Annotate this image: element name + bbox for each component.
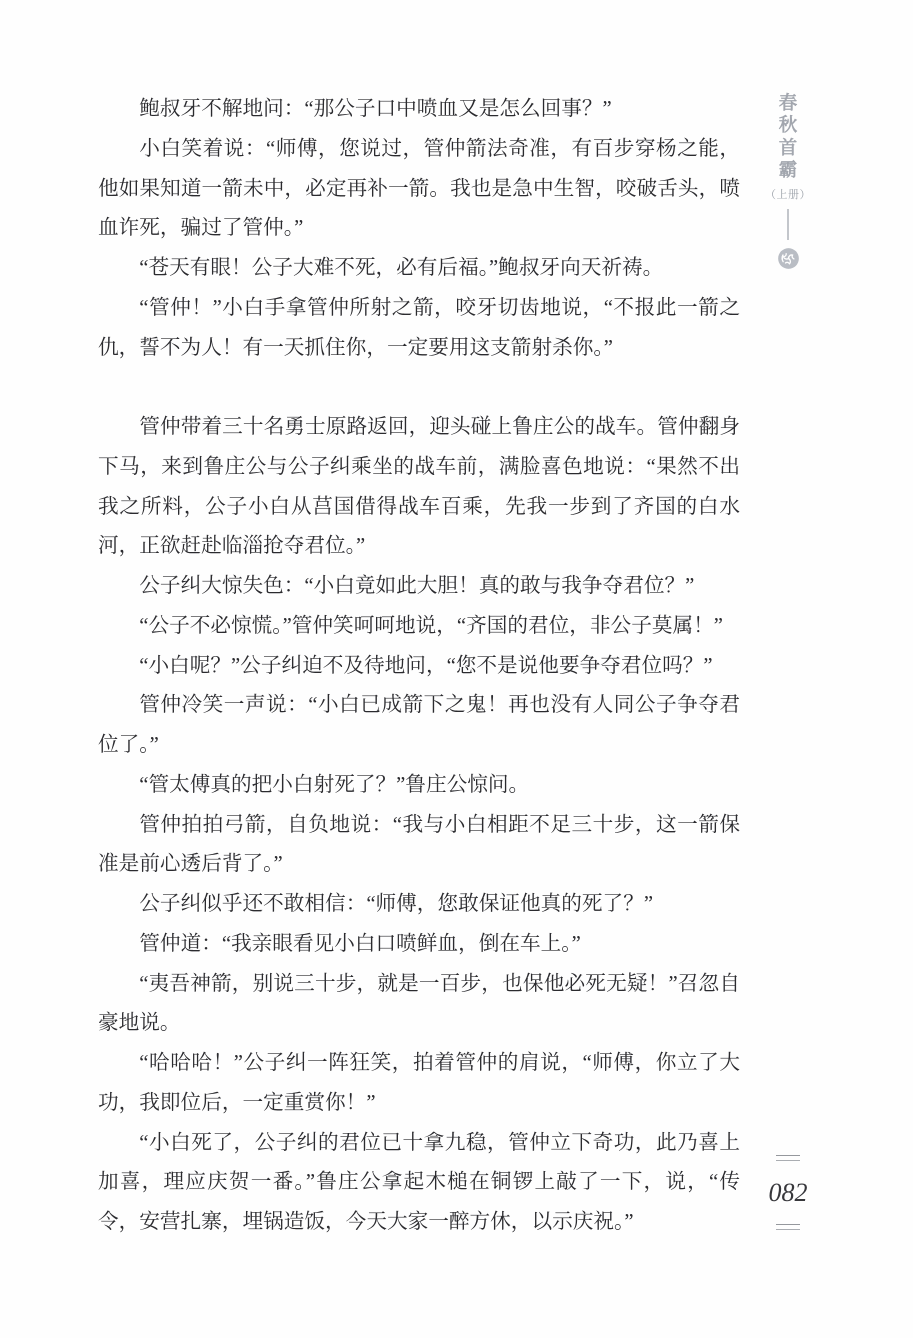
paragraph: “苍天有眼！公子大难不死，必有后福。”鲍叔牙向天祈祷。 [139, 257, 664, 279]
book-title-char: 霸 [778, 159, 798, 181]
margin-book-label [764, 92, 812, 270]
vertical-divider [787, 209, 789, 240]
page-number-rule-bottom [776, 1224, 800, 1230]
book-title-char: 春 [778, 92, 798, 113]
page-number: 082 [768, 1178, 808, 1207]
paragraph: 管仲带着三十名勇士原路返回，迎头碰上鲁庄公的战车。管仲翻身下马，来到鲁庄公与公子纠乘坐的战车前，满脸喜色地说：“果然不出我之所料，公子小白从莒国借得战车百乘，先我一步到了齐国的白水河，正欲赶赴临淄抢夺君位。” [98, 416, 740, 558]
page-number-rule-top [776, 1155, 800, 1161]
text-section-1 [98, 90, 740, 368]
paragraph: “管仲！”小白手拿管仲所射之箭，咬牙切齿地说，“不报此一箭之仇，誓不为人！有一天抓住你，一定要用这支箭射杀你。” [98, 296, 740, 359]
paragraph: 管仲道：“我亲眼看见小白口喷鲜血，倒在车上。” [139, 932, 581, 955]
paragraph: 公子纠似乎还不敢相信：“师傅，您敢保证他真的死了？” [139, 893, 653, 915]
paragraph: “公子不必惊慌。”管仲笑呵呵地说，“齐国的君位，非公子莫属！” [139, 614, 723, 637]
paragraph: 鲍叔牙不解地问：“那公子口中喷血又是怎么回事？” [139, 98, 612, 120]
paragraph: “夷吾神箭，别说三十步，就是一百步，也保他必死无疑！”召忽自豪地说。 [98, 972, 740, 1035]
volume-label: （上册） [765, 188, 811, 201]
book-title-char: 秋 [778, 114, 798, 136]
paragraph: “小白呢？”公子纠迫不及待地问，“您不是说他要争夺君位吗？” [139, 654, 713, 677]
book-title-vertical [764, 92, 812, 182]
book-title-char: 首 [778, 136, 798, 158]
paragraph: “管太傅真的把小白射死了？”鲁庄公惊问。 [139, 773, 530, 796]
paragraph: 管仲拍拍弓箭，自负地说：“我与小白相距不足三十步，这一箭保准是前心透后背了。” [98, 813, 740, 876]
page-number-block [764, 1155, 812, 1230]
paragraph: 公子纠大惊失色：“小白竟如此大胆！真的敢与我争夺君位？” [139, 575, 695, 597]
scene-break [98, 368, 740, 408]
paragraph: “哈哈哈！”公子纠一阵狂笑，拍着管仲的肩说，“师傅，你立了大功，我即位后，一定重赏你！” [98, 1052, 740, 1114]
paragraph: “小白死了，公子纠的君位已十拿九稳，管仲立下奇功，此乃喜上加喜，理应庆贺一番。”鲁庄公拿起木槌在铜锣上敲了一下，说，“传令，安营扎寨，埋锅造饭，今天大家一醉方休，以示庆祝。” [98, 1131, 740, 1233]
body-text-column [98, 90, 740, 1243]
paragraph: 管仲冷笑一声说：“小白已成箭下之鬼！再也没有人同公子争夺君位了。” [98, 694, 740, 756]
paragraph: 小白笑着说：“师傅，您说过，管仲箭法奇准，有百步穿杨之能，他如果知道一箭未中，必定再补一箭。我也是急中生智，咬破舌头，喷血诈死，骗过了管仲。” [98, 137, 740, 240]
text-section-2 [98, 408, 740, 1243]
cloud-seal-icon [777, 247, 800, 270]
